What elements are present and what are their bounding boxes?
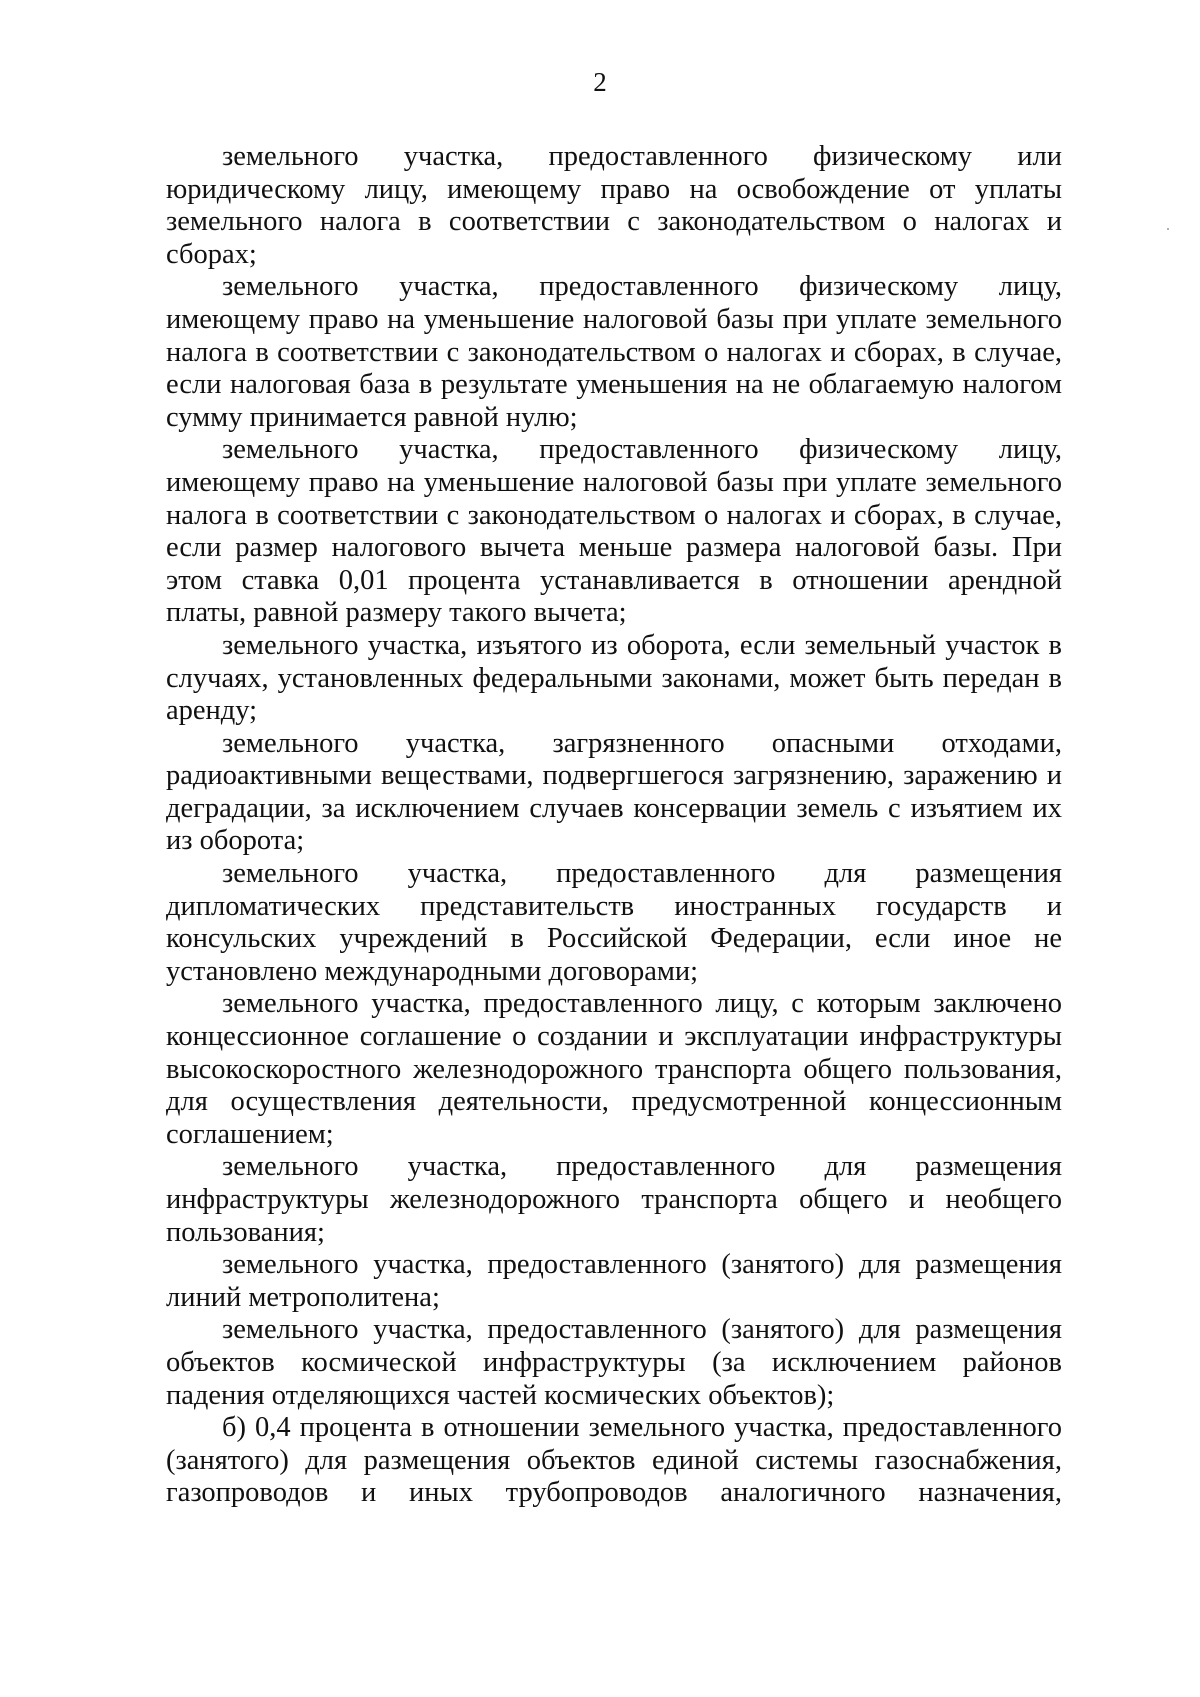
paragraph: земельного участка, предоставленного для размещения дипломатических представительств иностранных государств и консульских учреждений в Российской Федерации, если иное не установлено международными договорами; xyxy=(166,858,1062,987)
paragraph: земельного участка, предоставленного для размещения инфраструктуры железнодорожного транспорта общего и необщего пользования; xyxy=(166,1151,1062,1248)
document-body xyxy=(166,141,1062,1510)
page-number: 2 xyxy=(593,67,607,97)
paragraph: земельного участка, загрязненного опасными отходами, радиоактивными веществами, подвергшегося загрязнению, заражению и деградации, за исключением случаев консервации земель с изъятием их из оборота; xyxy=(166,727,1062,857)
paragraph: земельного участка, предоставленного (занятого) для размещения линий метрополитена; xyxy=(166,1249,1062,1313)
paragraph: земельного участка, предоставленного лицу, с которым заключено концессионное соглашение о создании и эксплуатации инфраструктуры высокоскоростного железнодорожного транспорта общего пользования, для осуществления деятельности, предусмотренной концессионным соглашением; xyxy=(166,988,1062,1150)
paragraph: земельного участка, предоставленного физическому лицу, имеющему право на уменьшение налоговой базы при уплате земельного налога в соответствии с законодательством о налогах и сборах, в случае, если налоговая база в результате уменьшения на не облагаемую налогом сумму принимается равной нулю; xyxy=(166,271,1062,433)
paragraph: земельного участка, предоставленного (занятого) для размещения объектов космической инфраструктуры (за исключением районов падения отделяющихся частей космических объектов); xyxy=(166,1314,1062,1411)
paragraph-continued: б) 0,4 процента в отношении земельного участка, предоставленного (занятого) для размещения объектов единой системы газоснабжения, газопроводов и иных трубопроводов аналогичного назначения, xyxy=(166,1412,1062,1509)
scan-speck xyxy=(1167,228,1169,230)
paragraph: земельного участка, предоставленного физическому или юридическому лицу, имеющему право на освобождение от уплаты земельного налога в соответствии с законодательством о налогах и сборах; xyxy=(166,141,1062,270)
paragraph: земельного участка, изъятого из оборота, если земельный участок в случаях, установленных федеральными законами, может быть передан в аренду; xyxy=(166,629,1062,727)
paragraph: земельного участка, предоставленного физическому лицу, имеющему право на уменьшение налоговой базы при уплате земельного налога в соответствии с законодательством о налогах и сборах, в случае, если размер налогового вычета меньше размера налоговой базы. При этом ставка 0,01 процента устанавливается в отношении арендной платы, равной размеру такого вычета; xyxy=(166,434,1062,629)
